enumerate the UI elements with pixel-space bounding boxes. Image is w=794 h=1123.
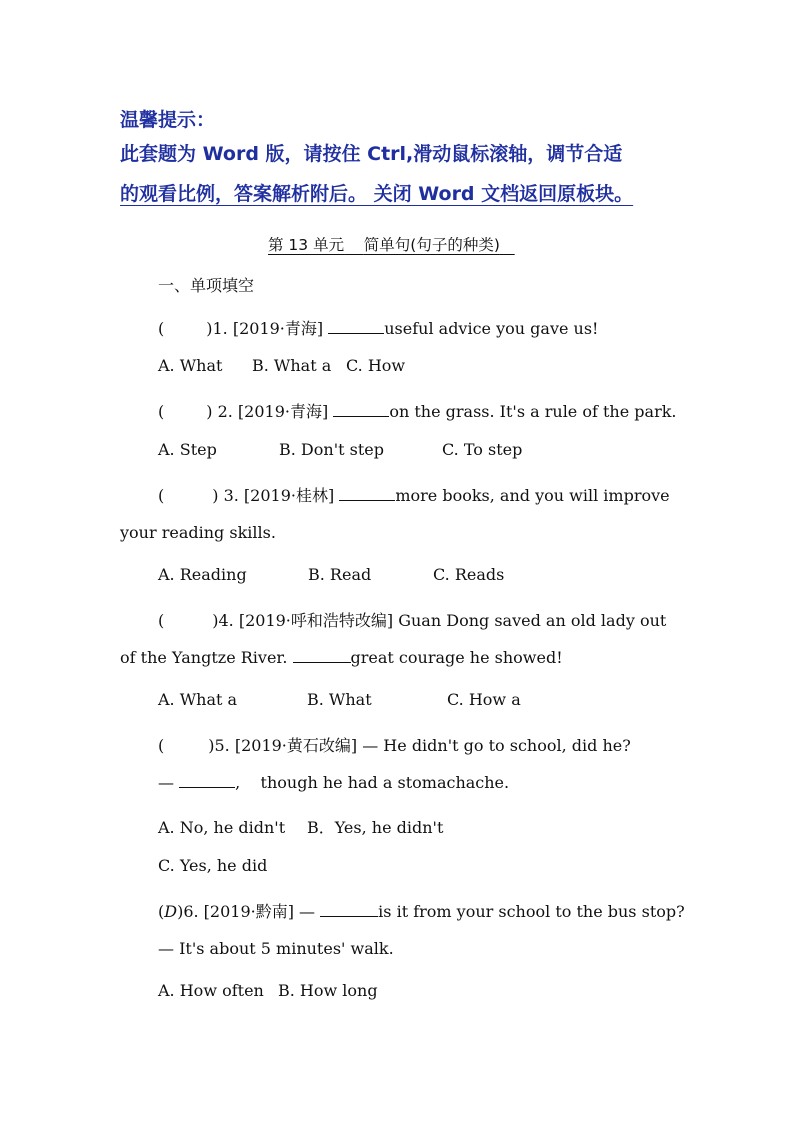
option-b: B. Read bbox=[308, 565, 372, 584]
option-a: A. How often bbox=[158, 981, 264, 1000]
question-4-options bbox=[158, 690, 521, 709]
option-c: C. How bbox=[346, 356, 406, 375]
question-6-options bbox=[158, 981, 378, 1000]
option-b: B. What a bbox=[252, 356, 332, 375]
option-a: A. Reading bbox=[158, 565, 247, 584]
answer-key: D bbox=[164, 902, 178, 921]
answer-blank bbox=[333, 402, 389, 417]
notice-title: 温馨提示： bbox=[120, 109, 216, 131]
option-a: A. What a bbox=[158, 690, 238, 709]
unit-title bbox=[268, 233, 515, 255]
unit-number: 第 13 单元 bbox=[268, 236, 345, 254]
option-b: B. What bbox=[307, 690, 372, 709]
question-6-continued: — It's about 5 minutes' walk. bbox=[158, 939, 394, 958]
question-5-option-c: C. Yes, he did bbox=[158, 856, 268, 875]
unit-topic: 简单句(句子的种类) bbox=[363, 236, 500, 254]
question-3-continued: your reading skills. bbox=[120, 523, 276, 542]
notice-line-1: 此套题为 Word 版，请按住 Ctrl,滑动鼠标滚轴，调节合适 bbox=[120, 143, 623, 165]
question-4-continued: of the Yangtze River. great courage he showed! bbox=[120, 648, 563, 667]
option-b: B. Don't step bbox=[279, 440, 384, 459]
option-b: B. How long bbox=[278, 981, 378, 1000]
question-4-stem: ( )4. [2019·呼和浩特改编] Guan Dong saved an old lady out bbox=[158, 611, 667, 630]
option-a: A. No, he didn't bbox=[158, 818, 286, 837]
option-c: C. Reads bbox=[433, 565, 505, 584]
option-b: B．Yes, he didn't bbox=[307, 818, 444, 837]
question-5-options bbox=[158, 815, 443, 838]
question-3-options bbox=[158, 565, 504, 584]
option-a: A. Step bbox=[158, 440, 217, 459]
question-3-stem: ( ) 3. [2019·桂林] more books, and you will improve bbox=[158, 486, 670, 505]
option-a: A. What bbox=[158, 356, 223, 375]
question-5-continued: — , though he had a stomachache. bbox=[158, 773, 510, 792]
question-2-options bbox=[158, 440, 522, 459]
answer-blank bbox=[339, 486, 395, 501]
answer-blank bbox=[293, 648, 351, 663]
notice-box bbox=[120, 106, 700, 214]
question-2-stem: ( ) 2. [2019·青海] on the grass. It's a rule of the park. bbox=[158, 402, 677, 421]
question-5-stem: ( )5. [2019·黄石改编] — He didn't go to school, did he? bbox=[158, 736, 631, 755]
section-heading: 一、单项填空 bbox=[158, 276, 255, 295]
option-c: C. To step bbox=[442, 440, 523, 459]
answer-blank bbox=[179, 773, 235, 788]
question-6-stem: (D)6. [2019·黔南] — is it from your school to the bus stop? bbox=[158, 902, 685, 921]
question-1-stem: ( )1. [2019·青海] useful advice you gave us! bbox=[158, 319, 599, 338]
option-c: C. How a bbox=[447, 690, 521, 709]
question-1-options bbox=[158, 356, 405, 375]
answer-blank bbox=[328, 319, 384, 334]
answer-blank bbox=[320, 902, 378, 917]
notice-line-2: 的观看比例，答案解析附后。 关闭 Word 文档返回原板块。 bbox=[120, 183, 634, 205]
